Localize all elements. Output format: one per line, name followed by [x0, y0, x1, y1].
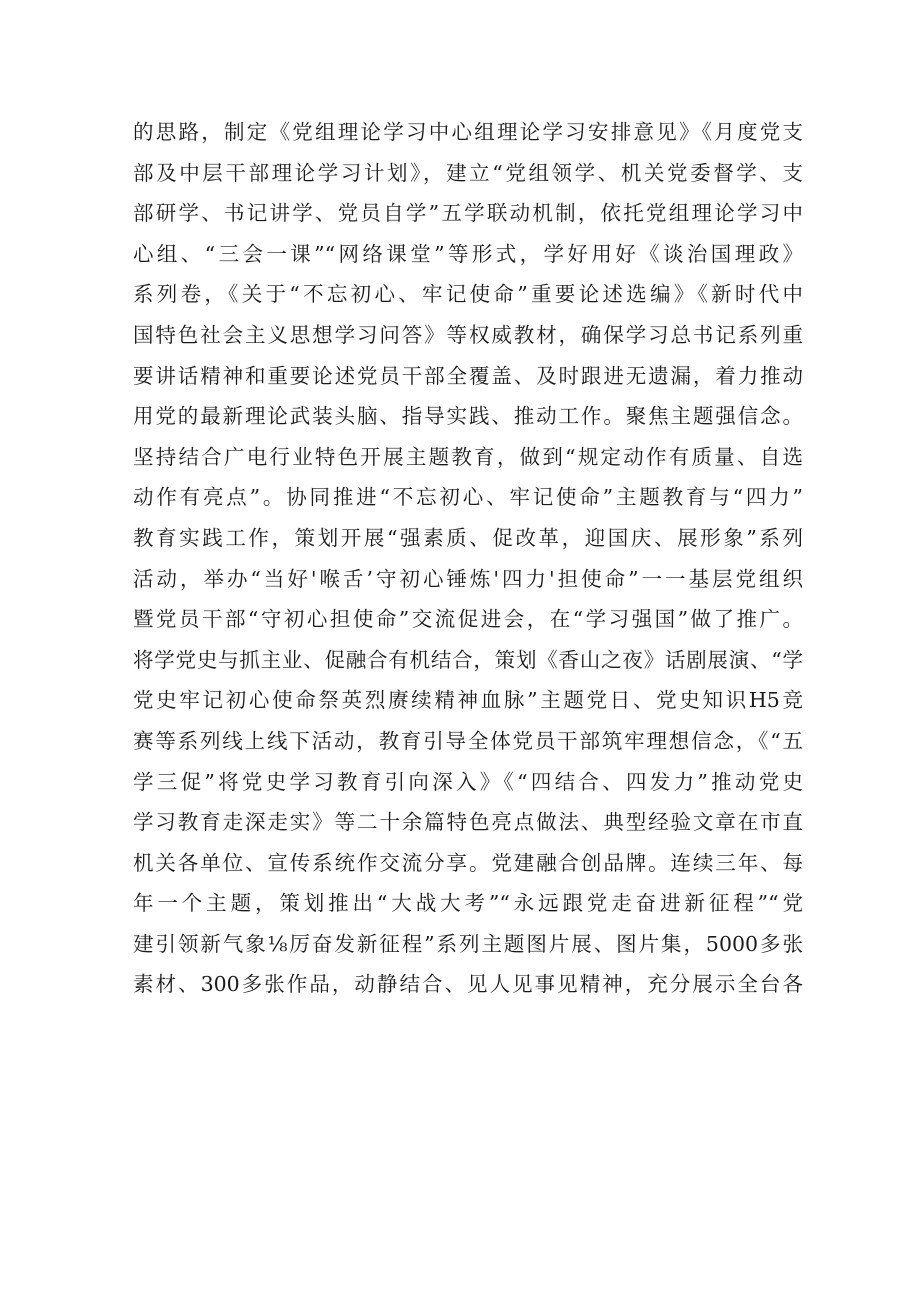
body-text [133, 112, 803, 1005]
text-line: 建引领新气象⅛厉奋发新征程”系列主题图片展、图片集，5000多张 [133, 931, 803, 956]
text-line: 要讲话精神和重要论述党员干部全覆盖、及时跟进无遗漏，着力推动 [133, 363, 803, 388]
text-line: 国特色社会主义思想学习问答》等权威教材，确保学习总书记系列重 [133, 322, 803, 347]
text-line: 素材、300多张作品，动静结合、见人见事见精神，充分展示全台各 [133, 972, 803, 997]
text-line: 活动，举办“当好'喉舌’守初心锤炼'四力'担使命”一一基层党组织 [133, 566, 803, 591]
text-line: 部研学、书记讲学、党员自学”五学联动机制，依托党组理论学习中 [133, 201, 803, 226]
text-line: 年一个主题，策划推出“大战大考”“永远跟党走奋进新征程”“党 [133, 891, 803, 916]
text-line: 赛等系列线上线下活动，教育引导全体党员干部筑牢理想信念，《“五 [133, 728, 803, 753]
text-line: 心组、“三会一课”“网络课堂”等形式，学好用好《谈治国理政》 [133, 241, 803, 266]
text-line: 学三促”将党史学习教育引向深入》《“四结合、四发力”推动党史 [133, 769, 803, 794]
text-line: 坚持结合广电行业特色开展主题教育，做到“规定动作有质量、自选 [133, 444, 803, 469]
text-line: 党史牢记初心使命祭英烈赓续精神血脉”主题党日、党史知识H5竞 [133, 688, 803, 713]
text-line: 系列卷，《关于“不忘初心、牢记使命”重要论述选编》《新时代中 [133, 282, 803, 307]
text-line: 部及中层干部理论学习计划》，建立“党组领学、机关党委督学、支 [133, 160, 803, 185]
text-line: 暨党员干部“守初心担使命”交流促进会，在“学习强国”做了推广。 [133, 607, 803, 632]
text-line: 用党的最新理论武装头脑、指导实践、推动工作。聚焦主题强信念。 [133, 404, 803, 429]
text-line: 机关各单位、宣传系统作交流分享。党建融合创品牌。连续三年、每 [133, 850, 803, 875]
text-line: 的思路，制定《党组理论学习中心组理论学习安排意见》《月度党支 [133, 120, 803, 144]
text-line: 学习教育走深走实》等二十余篇特色亮点做法、典型经验文章在市直 [133, 810, 803, 835]
text-line: 动作有亮点”。协同推进“不忘初心、牢记使命”主题教育与“四力” [133, 485, 803, 510]
text-line: 将学党史与抓主业、促融合有机结合，策划《香山之夜》话剧展演、“学 [133, 647, 803, 672]
text-line: 教育实践工作，策划开展“强素质、促改革，迎国庆、展形象”系列 [133, 525, 803, 550]
